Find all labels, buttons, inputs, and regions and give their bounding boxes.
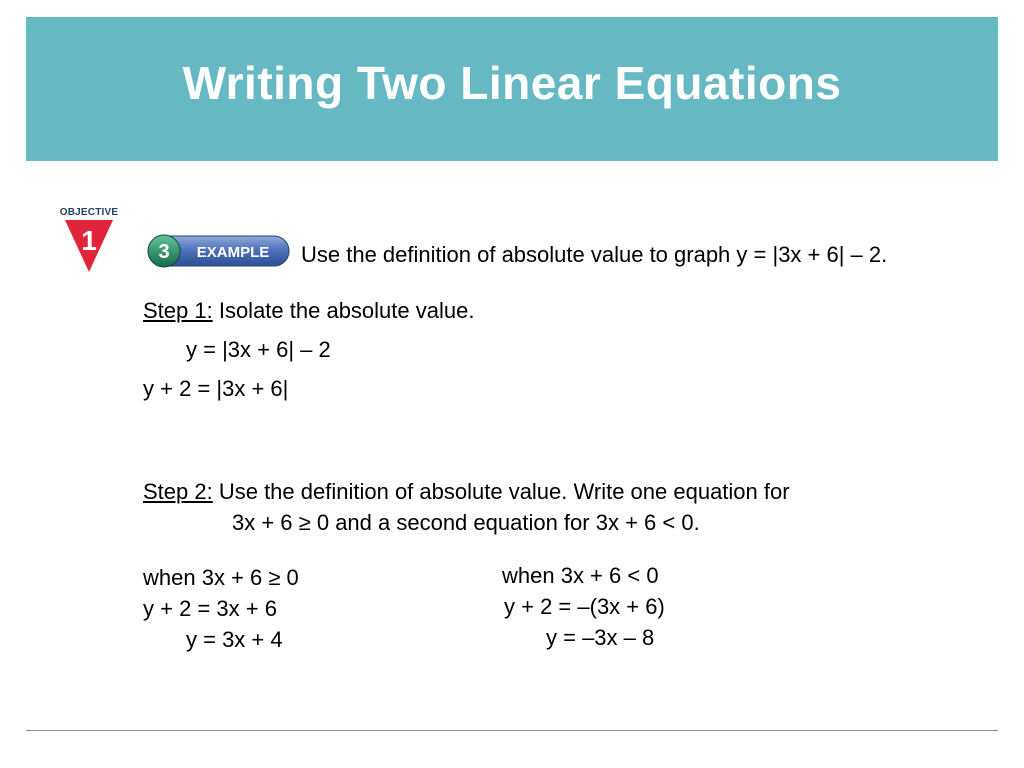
objective-marker [54,207,124,273]
bottom-divider [26,730,998,731]
case-right-equation-2: y = –3x – 8 [546,625,655,650]
case-right-equation-1: y + 2 = –(3x + 6) [504,594,665,619]
example-badge [145,232,291,270]
objective-label: OBJECTIVE [59,207,119,218]
step1-line [143,298,474,324]
example-label: EXAMPLE [196,244,270,261]
example-prompt: Use the definition of absolute value to graph y = |3x + 6| – 2. [301,242,888,267]
example-number: 3 [158,241,170,263]
step1-equation-1: y = |3x + 6| – 2 [186,337,331,362]
objective-number: 1 [81,225,97,256]
step1-heading: Step 1: [143,298,213,323]
slide-title: Writing Two Linear Equations [182,57,842,109]
case-right-condition: when 3x + 6 < 0 [502,563,659,588]
step2-line [143,479,790,505]
step2-text-1: Use the definition of absolute value. Write one equation for [212,479,790,504]
case-left-condition: when 3x + 6 ≥ 0 [143,565,299,590]
case-left-equation-1: y + 2 = 3x + 6 [143,596,277,621]
case-left-equation-2: y = 3x + 4 [186,627,283,652]
step1-text: Isolate the absolute value. [212,298,475,323]
objective-triangle-icon [65,220,113,272]
title-bar [26,17,998,161]
step1-equation-2: y + 2 = |3x + 6| [143,376,289,401]
step2-heading: Step 2: [143,479,213,504]
step2-text-2: 3x + 6 ≥ 0 and a second equation for 3x + 6 < 0. [232,510,700,535]
